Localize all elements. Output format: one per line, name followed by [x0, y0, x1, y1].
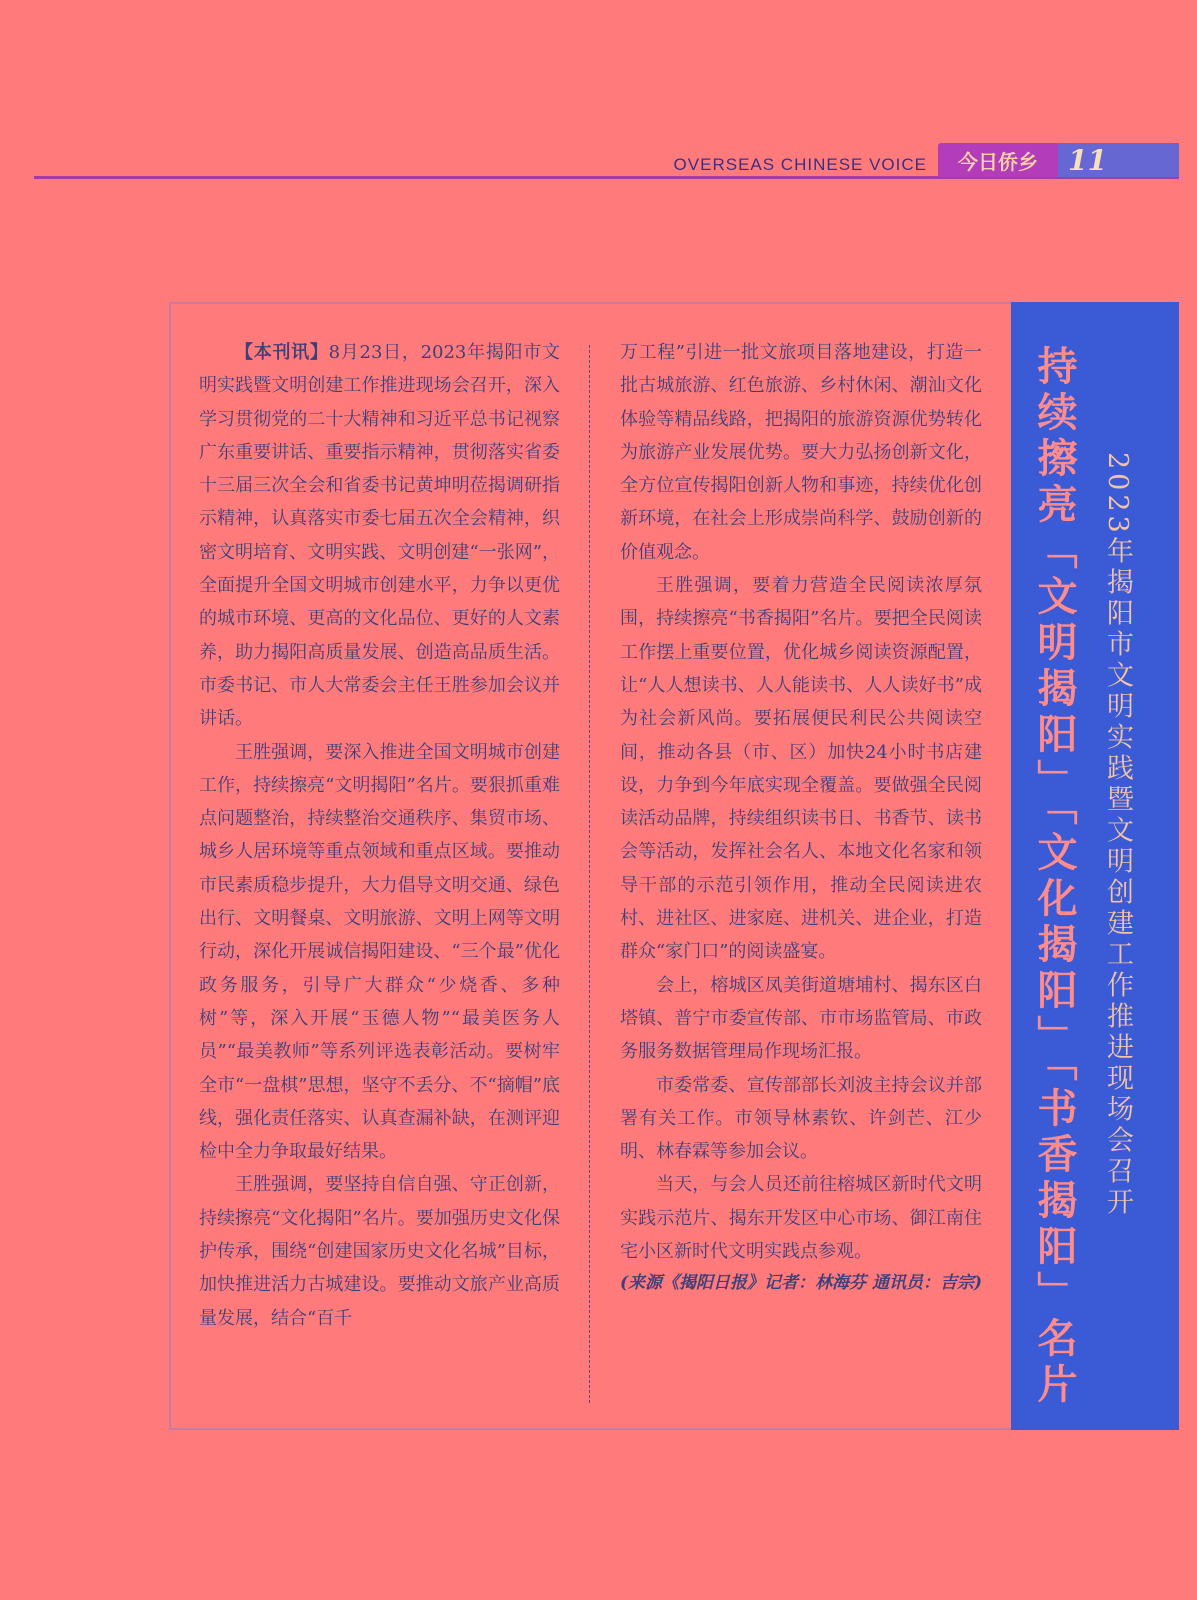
article-paragraph: 会上，榕城区凤美街道塘埔村、揭东区白塔镇、普宁市委宣传部、市市场监管局、市政务服务数据管理局作现场汇报。 — [620, 974, 982, 1063]
article-paragraph-split — [199, 1168, 560, 1334]
article-subtitle: 2023年揭阳市文明实践暨文明创建工作推进现场会召开 — [1102, 452, 1133, 1219]
magazine-name: OVERSEAS CHINESE VOICE — [673, 155, 927, 174]
paragraph-text: 万工程”引进一批文旅项目落地建设，打造一批古城旅游、红色旅游、乡村休闲、潮汕文化体验等精品线路，把揭阳的旅游资源优势转化为旅游产业发展优势。要大力弘扬创新文化，全方位宣传揭阳创新人物和事迹，持续优化创新环境，在社会上形成崇尚科学、鼓励创新的价值观念。 — [620, 342, 982, 563]
article-paragraph: 王胜强调，要着力营造全民阅读浓厚氛围，持续擦亮“书香揭阳”名片。要把全民阅读工作摆上重要位置，优化城乡阅读资源配置，让“人人想读书、人人能读书、人人读好书”成为社会新风尚。要拓展便民利民公共阅读空间，推动各县（市、区）加快24小时书店建设，力争到今年底实现全覆盖。要做强全民阅读活动品牌，持续组织读书日、书香节、读书会等活动，发挥社会名人、本地文化名家和领导干部的示范引领作用，推动全民阅读进农村、进社区、进家庭、进机关、进企业，打造群众“家门口”的阅读盛宴。 — [620, 575, 982, 963]
paragraph-text: 王胜强调，要坚持自信自强、守正创新，持续擦亮“文化揭阳”名片。要加强历史文化保护传承，围绕“创建国家历史文化名城”目标，加快推进活力古城建设。要推动文旅产业高质量发展，结合“百千 — [199, 1174, 560, 1329]
article-column-right — [620, 336, 982, 1298]
column-divider — [589, 345, 590, 1403]
article-column-left — [199, 336, 560, 1335]
paragraph-text: 8月23日，2023年揭阳市文明实践暨文明创建工作推进现场会召开，深入学习贯彻党的二十大精神和习近平总书记视察广东重要讲话、重要指示精神，贯彻落实省委十三届三次全会和省委书记黄坤明莅揭调研指示精神，认真落实市委七届五次全会精神，织密文明培育、文明实践、文明创建“一张网”，全面提升全国文明城市创建水平，力争以更优的城市环境、更高的文化品位、更好的人文素养，助力揭阳高质量发展、创造高品质生活。市委书记、市人大常委会主任王胜参加会议并讲话。 — [199, 342, 560, 730]
article-title: 持续擦亮「文明揭阳」「文化揭阳」「书香揭阳」名片 — [1031, 345, 1077, 1409]
article-paragraph: 王胜强调，要深入推进全国文明城市创建工作，持续擦亮“文明揭阳”名片。要狠抓重难点问题整治，持续整治交通秩序、集贸市场、城乡人居环境等重点领域和重点区域。要推动市民素质稳步提升，大力倡导文明交通、绿色出行、文明餐桌、文明旅游、文明上网等文明行动，深化开展诚信揭阳建设、“三个最”优化政务服务，引导广大群众“少烧香、多种树”等，深入开展“玉德人物”“最美医务人员”“最美教师”等系列评选表彰活动。要树牢全市“一盘棋”思想，坚守不丢分、不“摘帽”底线，强化责任落实、认真查漏补缺，在测评迎检中全力争取最好结果。 — [199, 741, 560, 1163]
page-number: 11 — [1058, 143, 1179, 177]
article-paragraph — [199, 336, 560, 736]
lead-tag: 【本刊讯】 — [235, 342, 329, 363]
article-paragraph: 市委常委、宣传部部长刘波主持会议并部署有关工作。市领导林素钦、许剑芒、江少明、林春霖等参加会议。 — [620, 1074, 982, 1163]
article-paragraph: 当天，与会人员还前往榕城区新时代文明实践示范片、揭东开发区中心市场、御江南住宅小区新时代文明实践点参观。 — [620, 1174, 982, 1263]
section-tag: 今日侨乡 — [938, 143, 1058, 177]
article-paragraph-continued — [620, 336, 982, 569]
article-source: (来源《揭阳日报》记者：林海芬 通讯员：吉宗) — [620, 1273, 983, 1294]
